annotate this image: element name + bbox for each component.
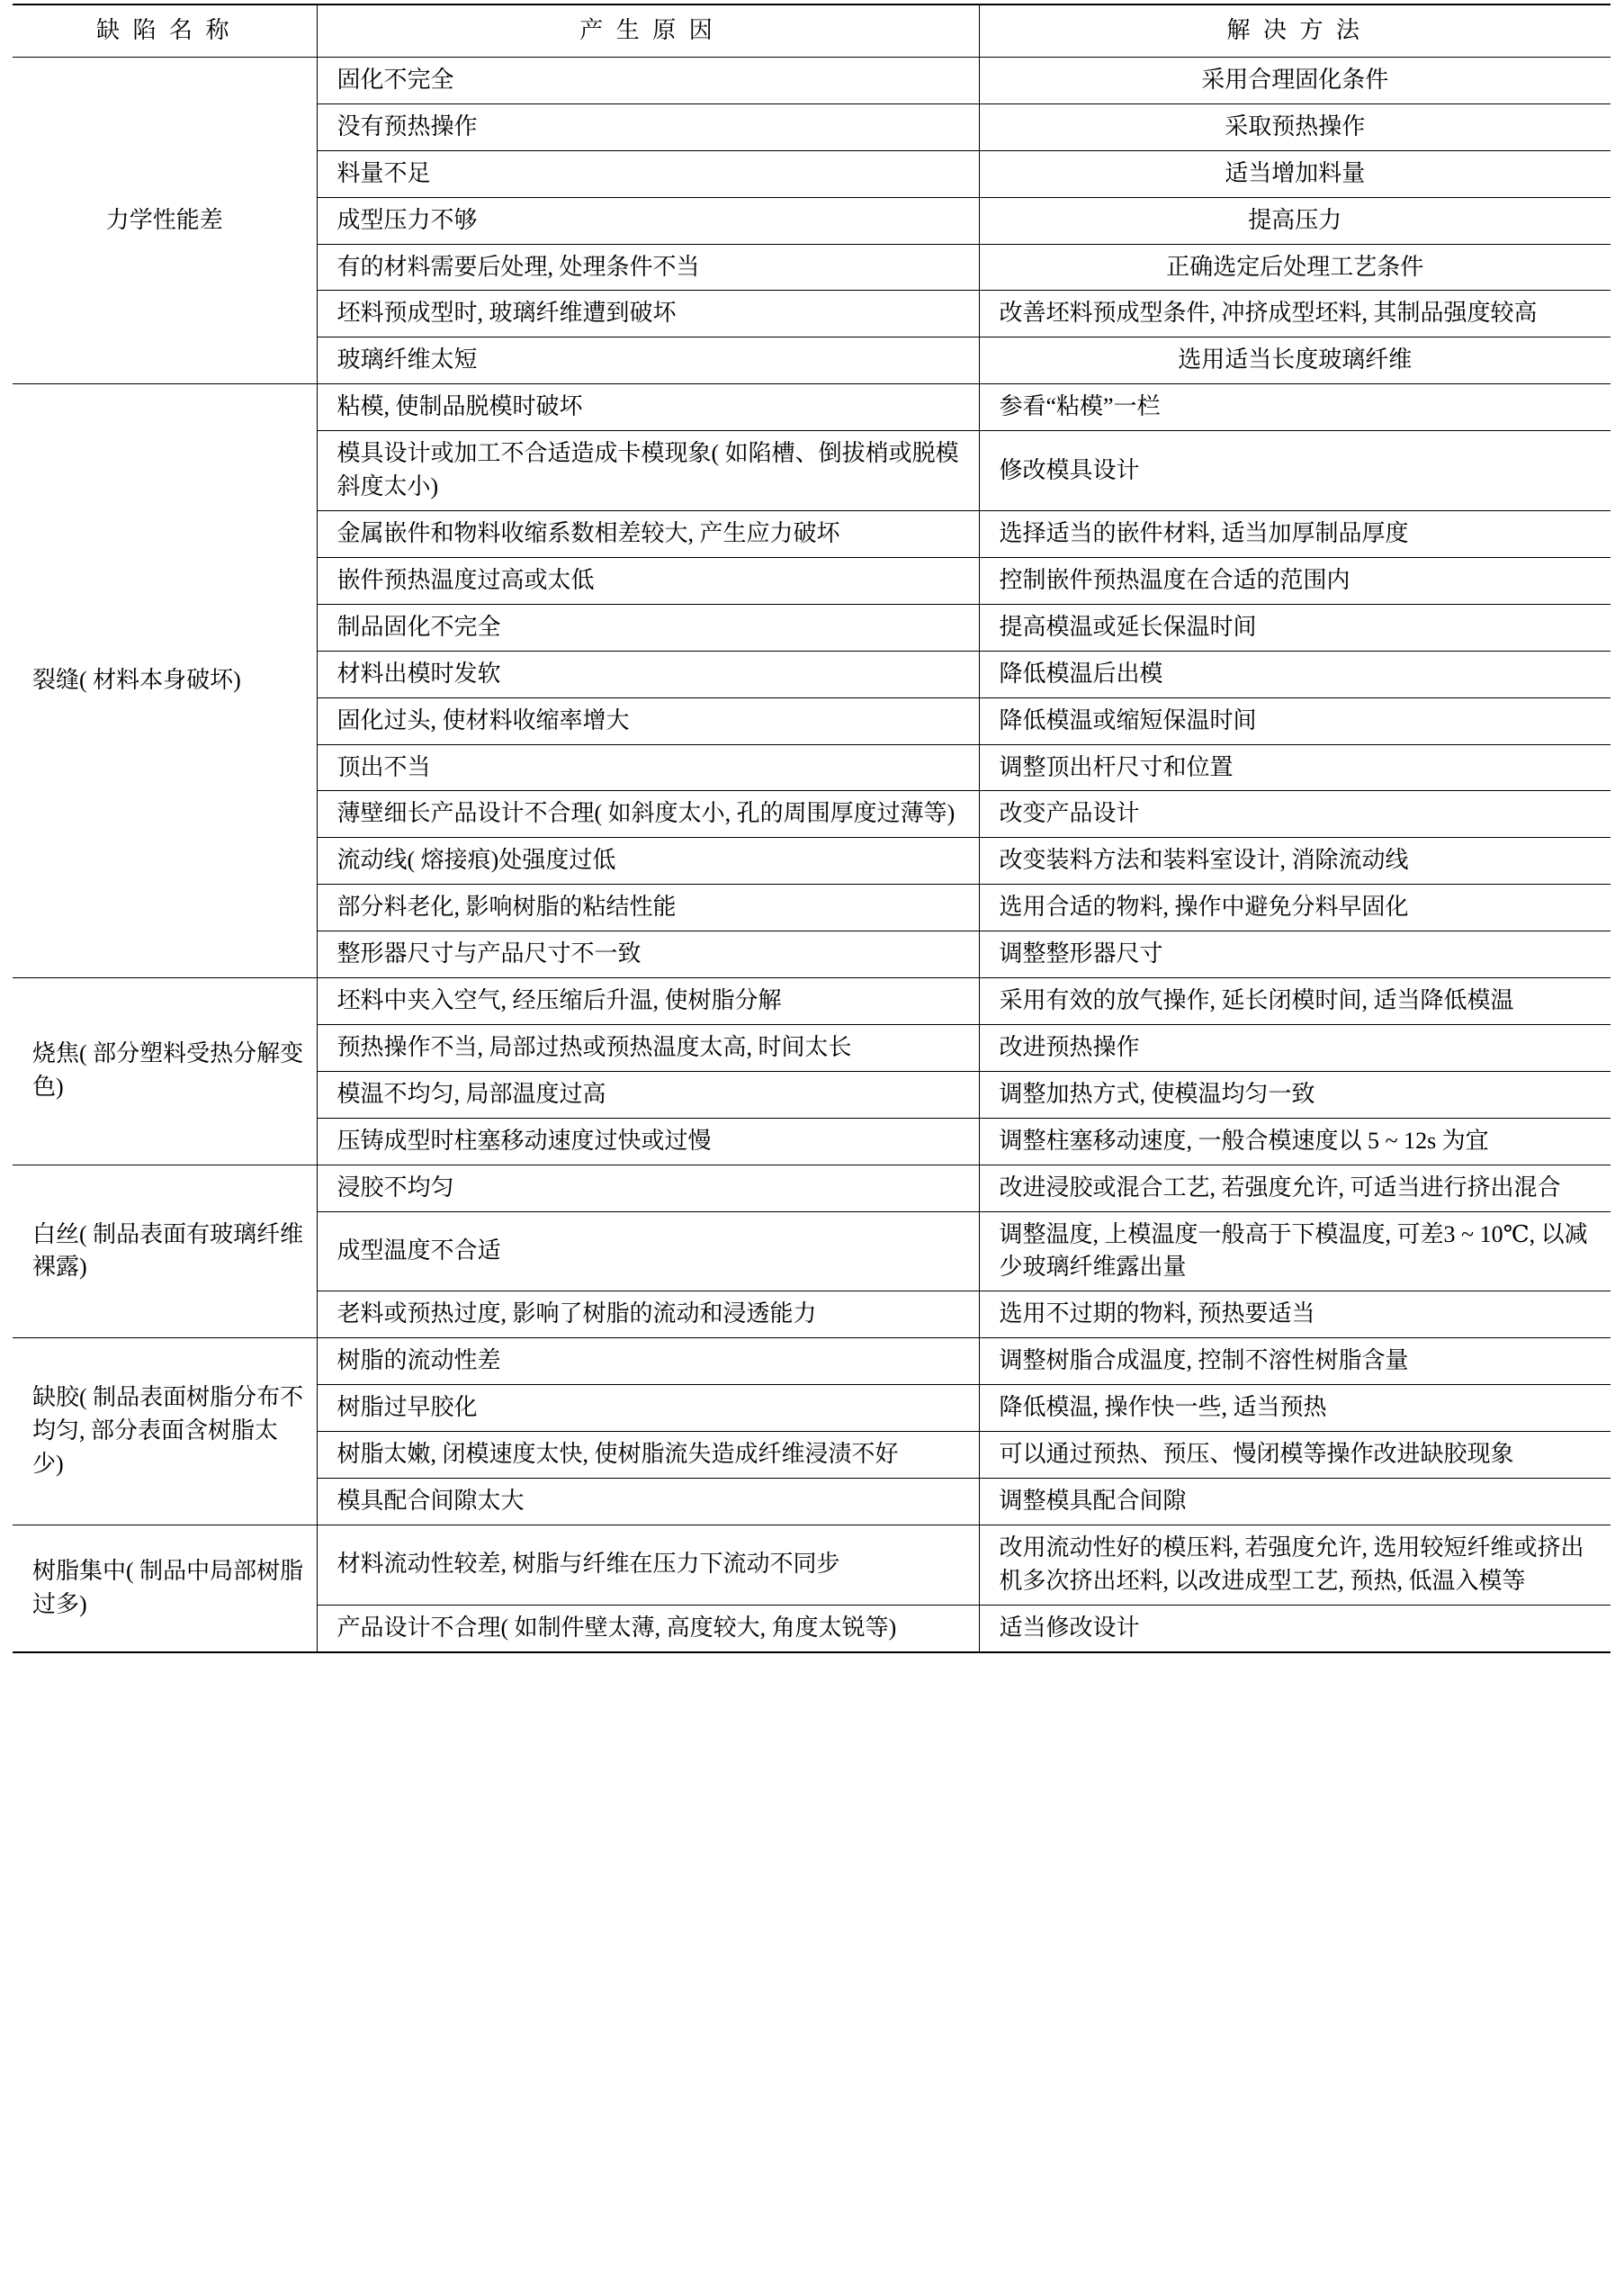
cause-cell: 产品设计不合理( 如制件壁太薄, 高度较大, 角度太锐等) bbox=[317, 1605, 979, 1651]
table-header-row bbox=[13, 4, 1611, 57]
solution-cell: 改善坯料预成型条件, 冲挤成型坯料, 其制品强度较高 bbox=[979, 291, 1611, 337]
header-cause: 产 生 原 因 bbox=[317, 4, 979, 57]
solution-cell: 改用流动性好的模压料, 若强度允许, 选用较短纤维或挤出机多次挤出坯料, 以改进成型工艺, 预热, 低温入模等 bbox=[979, 1525, 1611, 1605]
cause-cell: 玻璃纤维太短 bbox=[317, 337, 979, 384]
solution-cell: 改变装料方法和装料室设计, 消除流动线 bbox=[979, 838, 1611, 885]
cause-cell: 料量不足 bbox=[317, 150, 979, 197]
solution-cell: 采取预热操作 bbox=[979, 103, 1611, 150]
solution-cell: 调整温度, 上模温度一般高于下模温度, 可差3 ~ 10℃, 以减少玻璃纤维露出量 bbox=[979, 1211, 1611, 1291]
cause-cell: 树脂过早胶化 bbox=[317, 1385, 979, 1432]
cause-cell: 树脂的流动性差 bbox=[317, 1338, 979, 1385]
header-solution: 解 决 方 法 bbox=[979, 4, 1611, 57]
cause-cell: 模具配合间隙太大 bbox=[317, 1479, 979, 1525]
cause-cell: 顶出不当 bbox=[317, 744, 979, 791]
defect-name-cell: 裂缝( 材料本身破坏) bbox=[13, 384, 317, 978]
solution-cell: 控制嵌件预热温度在合适的范围内 bbox=[979, 557, 1611, 604]
defect-name-cell: 白丝( 制品表面有玻璃纤维裸露) bbox=[13, 1165, 317, 1338]
defect-name-cell: 力学性能差 bbox=[13, 57, 317, 383]
cause-cell: 模温不均匀, 局部温度过高 bbox=[317, 1071, 979, 1118]
cause-cell: 金属嵌件和物料收缩系数相差较大, 产生应力破坏 bbox=[317, 510, 979, 557]
cause-cell: 没有预热操作 bbox=[317, 103, 979, 150]
cause-cell: 粘模, 使制品脱模时破坏 bbox=[317, 384, 979, 431]
solution-cell: 调整模具配合间隙 bbox=[979, 1479, 1611, 1525]
cause-cell: 部分料老化, 影响树脂的粘结性能 bbox=[317, 885, 979, 931]
cause-cell: 嵌件预热温度过高或太低 bbox=[317, 557, 979, 604]
solution-cell: 调整顶出杆尺寸和位置 bbox=[979, 744, 1611, 791]
solution-cell: 采用有效的放气操作, 延长闭模时间, 适当降低模温 bbox=[979, 978, 1611, 1025]
cause-cell: 坯料预成型时, 玻璃纤维遭到破坏 bbox=[317, 291, 979, 337]
cause-cell: 模具设计或加工不合适造成卡模现象( 如陷槽、倒拔梢或脱模斜度太小) bbox=[317, 431, 979, 511]
solution-cell: 可以通过预热、预压、慢闭模等操作改进缺胶现象 bbox=[979, 1432, 1611, 1479]
cause-cell: 浸胶不均匀 bbox=[317, 1165, 979, 1211]
solution-cell: 提高模温或延长保温时间 bbox=[979, 604, 1611, 651]
cause-cell: 固化过头, 使材料收缩率增大 bbox=[317, 697, 979, 744]
cause-cell: 预热操作不当, 局部过热或预热温度太高, 时间太长 bbox=[317, 1024, 979, 1071]
solution-cell: 适当修改设计 bbox=[979, 1605, 1611, 1651]
solution-cell: 降低模温后出模 bbox=[979, 651, 1611, 697]
defect-cause-solution-table bbox=[13, 4, 1611, 1653]
table-row bbox=[13, 1338, 1611, 1385]
cause-cell: 成型温度不合适 bbox=[317, 1211, 979, 1291]
table-body bbox=[13, 57, 1611, 1651]
cause-cell: 老料或预热过度, 影响了树脂的流动和浸透能力 bbox=[317, 1291, 979, 1338]
solution-cell: 调整树脂合成温度, 控制不溶性树脂含量 bbox=[979, 1338, 1611, 1385]
solution-cell: 提高压力 bbox=[979, 197, 1611, 244]
cause-cell: 树脂太嫩, 闭模速度太快, 使树脂流失造成纤维浸渍不好 bbox=[317, 1432, 979, 1479]
cause-cell: 材料流动性较差, 树脂与纤维在压力下流动不同步 bbox=[317, 1525, 979, 1605]
solution-cell: 适当增加料量 bbox=[979, 150, 1611, 197]
cause-cell: 流动线( 熔接痕)处强度过低 bbox=[317, 838, 979, 885]
solution-cell: 调整加热方式, 使模温均匀一致 bbox=[979, 1071, 1611, 1118]
table-row bbox=[13, 57, 1611, 103]
defect-name-cell: 烧焦( 部分塑料受热分解变色) bbox=[13, 978, 317, 1165]
solution-cell: 改变产品设计 bbox=[979, 791, 1611, 838]
table-row bbox=[13, 1525, 1611, 1605]
solution-cell: 选用适当长度玻璃纤维 bbox=[979, 337, 1611, 384]
solution-cell: 选择适当的嵌件材料, 适当加厚制品厚度 bbox=[979, 510, 1611, 557]
table-header bbox=[13, 4, 1611, 57]
cause-cell: 制品固化不完全 bbox=[317, 604, 979, 651]
solution-cell: 选用不过期的物料, 预热要适当 bbox=[979, 1291, 1611, 1338]
cause-cell: 压铸成型时柱塞移动速度过快或过慢 bbox=[317, 1118, 979, 1165]
defect-name-cell: 树脂集中( 制品中局部树脂过多) bbox=[13, 1525, 317, 1651]
solution-cell: 调整整形器尺寸 bbox=[979, 931, 1611, 978]
solution-cell: 改进浸胶或混合工艺, 若强度允许, 可适当进行挤出混合 bbox=[979, 1165, 1611, 1211]
solution-cell: 改进预热操作 bbox=[979, 1024, 1611, 1071]
solution-cell: 选用合适的物料, 操作中避免分料早固化 bbox=[979, 885, 1611, 931]
solution-cell: 正确选定后处理工艺条件 bbox=[979, 244, 1611, 291]
solution-cell: 降低模温或缩短保温时间 bbox=[979, 697, 1611, 744]
header-defect-name: 缺 陷 名 称 bbox=[13, 4, 317, 57]
cause-cell: 材料出模时发软 bbox=[317, 651, 979, 697]
cause-cell: 坯料中夹入空气, 经压缩后升温, 使树脂分解 bbox=[317, 978, 979, 1025]
cause-cell: 成型压力不够 bbox=[317, 197, 979, 244]
table-row bbox=[13, 978, 1611, 1025]
table-row bbox=[13, 384, 1611, 431]
solution-cell: 采用合理固化条件 bbox=[979, 57, 1611, 103]
defect-name-cell: 缺胶( 制品表面树脂分布不均匀, 部分表面含树脂太少) bbox=[13, 1338, 317, 1525]
solution-cell: 降低模温, 操作快一些, 适当预热 bbox=[979, 1385, 1611, 1432]
cause-cell: 整形器尺寸与产品尺寸不一致 bbox=[317, 931, 979, 978]
solution-cell: 参看“粘模”一栏 bbox=[979, 384, 1611, 431]
cause-cell: 薄壁细长产品设计不合理( 如斜度太小, 孔的周围厚度过薄等) bbox=[317, 791, 979, 838]
solution-cell: 调整柱塞移动速度, 一般合模速度以 5 ~ 12s 为宜 bbox=[979, 1118, 1611, 1165]
cause-cell: 固化不完全 bbox=[317, 57, 979, 103]
cause-cell: 有的材料需要后处理, 处理条件不当 bbox=[317, 244, 979, 291]
table-row bbox=[13, 1165, 1611, 1211]
solution-cell: 修改模具设计 bbox=[979, 431, 1611, 511]
